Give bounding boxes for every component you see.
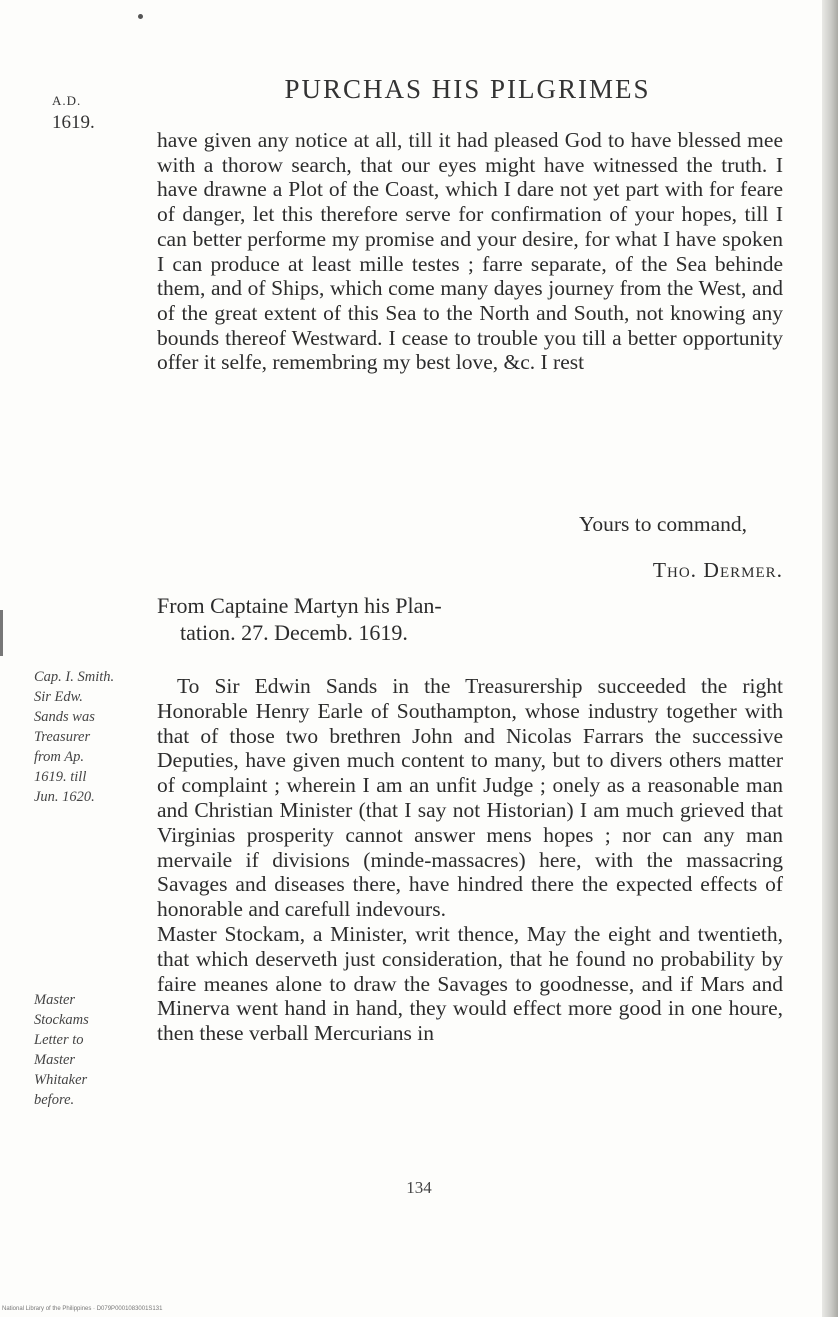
page-number: 134 [406, 1178, 432, 1197]
margin-note-line: Sir Edw. [34, 689, 83, 705]
margin-note-line: Whitaker [34, 1072, 88, 1088]
scan-footer: National Library of the Philippines · D079P0001083001S131 [2, 1306, 163, 1312]
letter-body [157, 128, 783, 375]
margin-note-line: Master [34, 992, 76, 1008]
section-paragraph-1: To Sir Edwin Sands in the Treasurership succeeded the right Honorable Henry Earle of Southampton, whose industry together with that of those two brethren John and Nicolas Farrars the successive Deputies, have given much content to many, but to divers others matter of complaint ; wherein I am an unfit Judge ; onely as a reasonable man and Christian Minister (that I say not Historian) I am much grieved that Virginias prosperity cannot answer mens hopes ; nor can any man mervaile if divisions (minde-massacres) here, with the massacring Savages and diseases there, have hindred there the expected effects of honorable and carefull indevours. [157, 674, 783, 922]
margin-note-stockam [34, 990, 146, 1110]
letter-closing: Yours to command, [578, 512, 747, 536]
year-margin [52, 90, 122, 134]
margin-note-line: before. [34, 1092, 75, 1108]
scan-edge-mark [0, 610, 3, 656]
margin-note-line: Letter to [34, 1032, 84, 1048]
margin-note-line: Cap. I. Smith. [34, 669, 115, 685]
margin-note-line: Sands was [34, 709, 95, 725]
section-heading-line2: tation. 27. Decemb. 1619. [180, 620, 408, 645]
margin-note-line: Master [34, 1052, 76, 1068]
section-paragraph-2: Master Stockam, a Minister, writ thence, May the eight and twentieth, that which deserveth just consideration, that he found no probability by faire meanes alone to draw the Savages to goodnesse, and if Mars and Minerva went hand in hand, they would effect more good in one houre, then these verball Mercurians in [157, 921, 783, 1046]
section-heading [157, 592, 757, 646]
margin-note-line: Stockams [34, 1012, 89, 1028]
margin-note-line: from Ap. [34, 749, 84, 765]
margin-note-line: 1619. till [34, 769, 87, 785]
year-label: A.D. [52, 93, 82, 108]
running-title: PURCHAS HIS PILGRIMES [284, 74, 651, 104]
ink-speck [138, 14, 143, 19]
page-edge-shadow [822, 0, 838, 1317]
letter-paragraph: have given any notice at all, till it had pleased God to have blessed mee with a thorow search, that our eyes might have witnessed the truth. I have drawne a Plot of the Coast, which I dare not yet part with for feare of danger, let this therefore serve for confirmation of your hopes, till I can better performe my promise and your desire, for what I have spoken I can produce at least mille testes ; farre separate, of the Sea behinde them, and of Ships, which come many dayes journey from the West, and of the great extent of this Sea to the North and South, not knowing any bounds thereof Westward. I cease to trouble you till a better opportunity offer it selfe, remembring my best love, &c. I rest [157, 128, 783, 375]
margin-note-line: Treasurer [34, 729, 91, 745]
section-heading-line1: From Captaine Martyn his Plan- [157, 593, 442, 618]
margin-note-smith [34, 667, 146, 807]
letter-signature: Tho. Dermer. [652, 558, 783, 582]
margin-note-line: Jun. 1620. [34, 789, 95, 805]
section-body [157, 674, 783, 1046]
year-value: 1619. [52, 112, 95, 133]
